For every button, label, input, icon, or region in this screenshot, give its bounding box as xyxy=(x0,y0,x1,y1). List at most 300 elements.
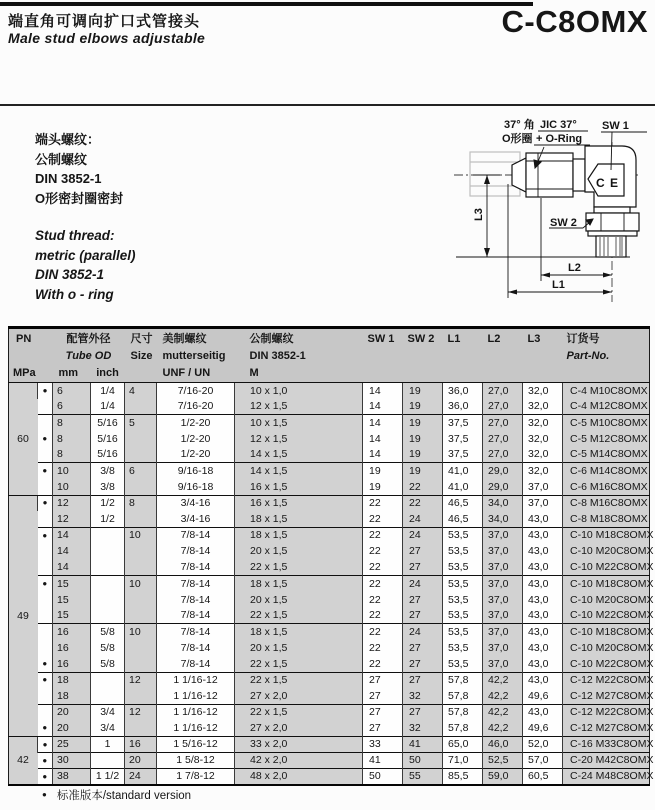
cell-l3: 37,0 xyxy=(523,479,563,495)
cell-std xyxy=(38,560,53,576)
cell-m: 20 x 1,5 xyxy=(235,592,363,608)
cell-unf: 7/16-20 xyxy=(157,399,235,415)
cell-m: 27 x 2,0 xyxy=(235,720,363,736)
cell-sw1: 22 xyxy=(363,511,403,527)
cell-part: C-10 M20C8OMX xyxy=(563,640,650,656)
table-row xyxy=(9,463,650,479)
cell-m: 14 x 1,5 xyxy=(235,463,363,479)
cell-std xyxy=(38,479,53,495)
table-row xyxy=(9,704,650,720)
cell-mm: 25 xyxy=(53,737,91,753)
spec-line: O形密封圈密封 xyxy=(35,190,124,206)
cell-size: 10 xyxy=(125,576,157,592)
header-sw2: SW 2 xyxy=(403,328,443,383)
cell-l2: 29,0 xyxy=(483,479,523,495)
cell-mm: 14 xyxy=(53,560,91,576)
cell-part: C-8 M16C8OMX xyxy=(563,495,650,511)
cell-l1: 41,0 xyxy=(443,479,483,495)
cell-l2: 42,2 xyxy=(483,672,523,688)
cell-l1: 57,8 xyxy=(443,672,483,688)
cell-std: ● xyxy=(38,383,53,399)
bullet-icon: ● xyxy=(42,790,47,799)
cell-m: 16 x 1,5 xyxy=(235,479,363,495)
spec-block-zh xyxy=(35,130,123,208)
cell-l1: 36,0 xyxy=(443,399,483,415)
cell-sw1: 27 xyxy=(363,720,403,736)
cell-l1: 53,5 xyxy=(443,608,483,624)
cell-m: 12 x 1,5 xyxy=(235,431,363,447)
cell-inch: 1/4 xyxy=(91,383,125,399)
cell-l3: 43,0 xyxy=(523,704,563,720)
cell-sw2: 41 xyxy=(403,737,443,753)
cell-unf: 1/2-20 xyxy=(157,415,235,431)
table-row xyxy=(9,399,650,415)
cell-sw1: 22 xyxy=(363,560,403,576)
cell-l3: 43,0 xyxy=(523,560,563,576)
cell-unf: 7/8-14 xyxy=(157,560,235,576)
cell-sw1: 22 xyxy=(363,608,403,624)
cell-l2: 37,0 xyxy=(483,656,523,672)
spec-line: DIN 3852-1 xyxy=(35,267,105,282)
cell-sw2: 50 xyxy=(403,753,443,769)
cell-inch: 1 1/2 xyxy=(91,769,125,785)
cell-mm: 16 xyxy=(53,624,91,640)
header-pn: PN MPa xyxy=(9,328,53,383)
fitting-diagram xyxy=(440,108,652,313)
cell-sw1: 19 xyxy=(363,479,403,495)
cell-part: C-10 M22C8OMX xyxy=(563,608,650,624)
table-row xyxy=(9,592,650,608)
cell-m: 27 x 2,0 xyxy=(235,688,363,704)
page-title-zh: 端直角可调向扩口式管接头 xyxy=(8,13,201,30)
stud-thread xyxy=(596,236,626,257)
cell-l3: 60,5 xyxy=(523,769,563,785)
cell-mm: 6 xyxy=(53,399,91,415)
cell-l3: 43,0 xyxy=(523,543,563,559)
cell-std: ● xyxy=(38,753,53,769)
cell-part: C-6 M14C8OMX xyxy=(563,463,650,479)
oring-label-zh: O形圈 xyxy=(502,133,533,145)
cell-inch: 5/8 xyxy=(91,656,125,672)
cell-std xyxy=(38,592,53,608)
header-part-no: 订货号 Part-No. xyxy=(563,328,650,383)
cell-inch: 5/16 xyxy=(91,447,125,463)
cell-m: 18 x 1,5 xyxy=(235,576,363,592)
flare-nut xyxy=(526,153,573,197)
table-row xyxy=(9,608,650,624)
cell-unf: 1 1/16-12 xyxy=(157,688,235,704)
cell-sw1: 27 xyxy=(363,704,403,720)
cell-unf: 1 1/16-12 xyxy=(157,720,235,736)
cell-sw1: 22 xyxy=(363,495,403,511)
cell-size: 12 xyxy=(125,672,157,688)
cell-unf: 1/2-20 xyxy=(157,431,235,447)
cell-l3: 32,0 xyxy=(523,431,563,447)
cell-inch xyxy=(91,527,125,543)
cell-sw2: 19 xyxy=(403,431,443,447)
table-row xyxy=(9,495,650,511)
cell-mm: 18 xyxy=(53,688,91,704)
cell-l3: 32,0 xyxy=(523,415,563,431)
cell-l3: 52,0 xyxy=(523,737,563,753)
cell-size: 4 xyxy=(125,383,157,399)
cell-part: C-12 M27C8OMX xyxy=(563,688,650,704)
cell-m: 22 x 1,5 xyxy=(235,608,363,624)
cell-inch: 3/4 xyxy=(91,704,125,720)
cell-l2: 37,0 xyxy=(483,624,523,640)
cell-l3: 57,0 xyxy=(523,753,563,769)
cell-part: C-5 M14C8OMX xyxy=(563,447,650,463)
cell-std: ● xyxy=(38,720,53,736)
cell-sw1: 27 xyxy=(363,672,403,688)
table-row xyxy=(9,624,650,640)
cell-unf: 1 1/16-12 xyxy=(157,704,235,720)
cell-l2: 37,0 xyxy=(483,576,523,592)
cell-mm: 15 xyxy=(53,608,91,624)
table-row xyxy=(9,383,650,399)
table-row xyxy=(9,769,650,785)
cell-sw2: 24 xyxy=(403,576,443,592)
flare-nose xyxy=(512,158,526,192)
cell-std: ● xyxy=(38,495,53,511)
cell-l2: 37,0 xyxy=(483,527,523,543)
cell-l2: 37,0 xyxy=(483,640,523,656)
cell-std: ● xyxy=(38,672,53,688)
cell-size: 6 xyxy=(125,463,157,479)
cell-std: ● xyxy=(38,527,53,543)
cell-mm: 16 xyxy=(53,656,91,672)
cell-l1: 53,5 xyxy=(443,543,483,559)
table-row xyxy=(9,431,650,447)
table-row xyxy=(9,479,650,495)
cell-sw2: 27 xyxy=(403,656,443,672)
cell-sw2: 27 xyxy=(403,672,443,688)
cell-size xyxy=(125,640,157,656)
header-inch: inch xyxy=(96,367,119,379)
cell-unf: 7/8-14 xyxy=(157,543,235,559)
table-row xyxy=(9,560,650,576)
cell-unf: 1 5/16-12 xyxy=(157,737,235,753)
stud-neck xyxy=(594,207,630,213)
cell-sw1: 33 xyxy=(363,737,403,753)
cell-unf: 3/4-16 xyxy=(157,495,235,511)
cell-sw1: 22 xyxy=(363,592,403,608)
cell-unf: 1/2-20 xyxy=(157,447,235,463)
body-cylinder xyxy=(573,159,585,191)
cell-inch: 3/4 xyxy=(91,720,125,736)
cell-sw2: 55 xyxy=(403,769,443,785)
cell-m: 48 x 2,0 xyxy=(235,769,363,785)
cell-unf: 9/16-18 xyxy=(157,479,235,495)
cell-sw2: 27 xyxy=(403,592,443,608)
cell-sw1: 14 xyxy=(363,447,403,463)
cell-mm: 12 xyxy=(53,495,91,511)
cell-inch: 1 xyxy=(91,737,125,753)
cell-mm: 20 xyxy=(53,704,91,720)
cell-sw1: 22 xyxy=(363,543,403,559)
cell-size xyxy=(125,720,157,736)
cell-l1: 53,5 xyxy=(443,656,483,672)
cell-part: C-12 M22C8OMX xyxy=(563,672,650,688)
washer xyxy=(588,231,637,236)
cell-unf: 1 5/8-12 xyxy=(157,753,235,769)
dim-l3-label: L3 xyxy=(473,208,485,221)
cell-unf: 7/8-14 xyxy=(157,592,235,608)
cell-mm: 8 xyxy=(53,431,91,447)
cell-l1: 85,5 xyxy=(443,769,483,785)
cell-sw2: 24 xyxy=(403,624,443,640)
cell-std xyxy=(38,704,53,720)
cell-part: C-10 M18C8OMX xyxy=(563,576,650,592)
cell-inch xyxy=(91,672,125,688)
cell-l3: 32,0 xyxy=(523,399,563,415)
cell-sw1: 27 xyxy=(363,688,403,704)
cell-sw2: 32 xyxy=(403,720,443,736)
spec-line: Stud thread: xyxy=(35,228,115,243)
cell-l2: 27,0 xyxy=(483,415,523,431)
cell-l3: 43,0 xyxy=(523,592,563,608)
cell-m: 18 x 1,5 xyxy=(235,527,363,543)
cell-inch: 1/4 xyxy=(91,399,125,415)
cell-sw2: 22 xyxy=(403,479,443,495)
spec-line: 公制螺纹 xyxy=(35,151,88,167)
cell-m: 22 x 1,5 xyxy=(235,560,363,576)
cell-inch xyxy=(91,576,125,592)
sw1-label: SW 1 xyxy=(602,120,629,132)
header-mm: mm xyxy=(58,367,79,379)
cell-unf: 7/8-14 xyxy=(157,576,235,592)
cell-unf: 7/8-14 xyxy=(157,608,235,624)
header-size: 尺寸 Size xyxy=(125,328,157,383)
cell-unf: 3/4-16 xyxy=(157,511,235,527)
cell-std xyxy=(38,640,53,656)
cell-part: C-16 M33C8OMX xyxy=(563,737,650,753)
cell-size: 8 xyxy=(125,495,157,511)
cell-m: 20 x 1,5 xyxy=(235,640,363,656)
cell-mm: 14 xyxy=(53,543,91,559)
cell-std xyxy=(38,608,53,624)
cell-std: ● xyxy=(38,463,53,479)
cell-part: C-6 M16C8OMX xyxy=(563,479,650,495)
locknut-sw2 xyxy=(586,213,639,231)
cell-l1: 37,5 xyxy=(443,431,483,447)
cell-sw1: 22 xyxy=(363,527,403,543)
table-row xyxy=(9,447,650,463)
sw2-label: SW 2 xyxy=(550,217,577,229)
cell-part: C-5 M12C8OMX xyxy=(563,431,650,447)
cell-inch: 5/16 xyxy=(91,415,125,431)
cell-sw1: 41 xyxy=(363,753,403,769)
model-code: C-C8OMX xyxy=(501,4,648,39)
cell-m: 10 x 1,5 xyxy=(235,415,363,431)
cell-mm: 20 xyxy=(53,720,91,736)
cell-mm: 38 xyxy=(53,769,91,785)
cell-sw2: 24 xyxy=(403,527,443,543)
cell-part: C-20 M42C8OMX xyxy=(563,753,650,769)
cell-size: 10 xyxy=(125,527,157,543)
cell-inch xyxy=(91,753,125,769)
cell-l1: 36,0 xyxy=(443,383,483,399)
cell-inch xyxy=(91,543,125,559)
cell-size xyxy=(125,656,157,672)
cell-l3: 43,0 xyxy=(523,656,563,672)
cell-sw2: 27 xyxy=(403,704,443,720)
cell-l3: 43,0 xyxy=(523,511,563,527)
cell-sw2: 27 xyxy=(403,640,443,656)
cell-l1: 65,0 xyxy=(443,737,483,753)
cell-l3: 49,6 xyxy=(523,720,563,736)
cell-part: C-10 M20C8OMX xyxy=(563,592,650,608)
cell-mm: 10 xyxy=(53,463,91,479)
cell-size: 12 xyxy=(125,704,157,720)
cell-std: ● xyxy=(38,769,53,785)
cell-std xyxy=(38,447,53,463)
cell-part: C-5 M10C8OMX xyxy=(563,415,650,431)
cell-part: C-12 M27C8OMX xyxy=(563,720,650,736)
cell-sw2: 22 xyxy=(403,495,443,511)
cell-m: 22 x 1,5 xyxy=(235,672,363,688)
cell-size xyxy=(125,688,157,704)
cell-l2: 42,2 xyxy=(483,704,523,720)
cell-l2: 27,0 xyxy=(483,383,523,399)
cell-inch: 3/8 xyxy=(91,479,125,495)
cell-l3: 32,0 xyxy=(523,447,563,463)
cell-inch: 3/8 xyxy=(91,463,125,479)
spec-line: 端头螺纹： xyxy=(35,132,101,147)
cell-l1: 53,5 xyxy=(443,640,483,656)
cell-std xyxy=(38,688,53,704)
cell-sw1: 22 xyxy=(363,656,403,672)
cell-size xyxy=(125,543,157,559)
cell-inch: 5/8 xyxy=(91,624,125,640)
table-row xyxy=(9,688,650,704)
cell-mm: 30 xyxy=(53,753,91,769)
cell-sw2: 32 xyxy=(403,688,443,704)
cell-std xyxy=(38,624,53,640)
standard-version-note xyxy=(42,787,191,803)
cell-l1: 57,8 xyxy=(443,704,483,720)
cell-inch xyxy=(91,688,125,704)
cell-sw2: 27 xyxy=(403,560,443,576)
cell-sw2: 24 xyxy=(403,511,443,527)
cell-sw2: 19 xyxy=(403,383,443,399)
cell-pn: 42 xyxy=(9,737,38,785)
cell-l3: 43,0 xyxy=(523,576,563,592)
cell-std: ● xyxy=(38,431,53,447)
cell-size xyxy=(125,608,157,624)
cell-m: 10 x 1,0 xyxy=(235,383,363,399)
cell-l3: 49,6 xyxy=(523,688,563,704)
cell-std xyxy=(38,415,53,431)
table-row xyxy=(9,511,650,527)
cell-inch: 1/2 xyxy=(91,511,125,527)
ce-mark-e: E xyxy=(610,176,619,190)
cell-inch: 5/16 xyxy=(91,431,125,447)
cell-std: ● xyxy=(38,737,53,753)
table-row xyxy=(9,753,650,769)
cell-size xyxy=(125,431,157,447)
cell-l1: 57,8 xyxy=(443,688,483,704)
cell-l2: 52,5 xyxy=(483,753,523,769)
header-tube-od: 配管外径 Tube OD mm inch xyxy=(53,328,125,383)
cell-unf: 1 1/16-12 xyxy=(157,672,235,688)
cell-size: 20 xyxy=(125,753,157,769)
table-body xyxy=(9,383,654,785)
cell-l2: 27,0 xyxy=(483,447,523,463)
top-rule xyxy=(0,2,533,6)
cell-part: C-24 M48C8OMX xyxy=(563,769,650,785)
cell-l3: 32,0 xyxy=(523,383,563,399)
cell-l1: 53,5 xyxy=(443,576,483,592)
cell-sw1: 22 xyxy=(363,640,403,656)
cell-m: 22 x 1,5 xyxy=(235,656,363,672)
table-row xyxy=(9,640,650,656)
cell-part: C-4 M12C8OMX xyxy=(563,399,650,415)
cell-l1: 37,5 xyxy=(443,447,483,463)
cell-std: ● xyxy=(38,656,53,672)
cell-size xyxy=(125,447,157,463)
spec-block-en xyxy=(35,226,136,304)
cell-sw1: 50 xyxy=(363,769,403,785)
cell-l2: 37,0 xyxy=(483,543,523,559)
cell-mm: 18 xyxy=(53,672,91,688)
cell-unf: 7/8-14 xyxy=(157,640,235,656)
cell-part: C-4 M10C8OMX xyxy=(563,383,650,399)
cell-l3: 43,0 xyxy=(523,672,563,688)
cell-mm: 8 xyxy=(53,415,91,431)
cell-mm: 6 xyxy=(53,383,91,399)
cell-unf: 7/16-20 xyxy=(157,383,235,399)
cell-part: C-10 M22C8OMX xyxy=(563,560,650,576)
cell-l2: 59,0 xyxy=(483,769,523,785)
cell-sw1: 22 xyxy=(363,624,403,640)
cell-l2: 27,0 xyxy=(483,431,523,447)
cell-size: 16 xyxy=(125,737,157,753)
cell-l2: 46,0 xyxy=(483,737,523,753)
cell-l2: 34,0 xyxy=(483,495,523,511)
cell-unf: 1 7/8-12 xyxy=(157,769,235,785)
cell-l2: 34,0 xyxy=(483,511,523,527)
cell-part: C-10 M18C8OMX xyxy=(563,624,650,640)
cell-inch: 5/8 xyxy=(91,640,125,656)
cell-l3: 43,0 xyxy=(523,624,563,640)
cell-l1: 53,5 xyxy=(443,592,483,608)
cell-sw2: 19 xyxy=(403,463,443,479)
cell-inch xyxy=(91,560,125,576)
spec-line: With o - ring xyxy=(35,286,114,302)
cell-l1: 71,0 xyxy=(443,753,483,769)
cell-size: 10 xyxy=(125,624,157,640)
table-row xyxy=(9,720,650,736)
cell-sw2: 19 xyxy=(403,415,443,431)
cell-l3: 43,0 xyxy=(523,527,563,543)
cell-m: 18 x 1,5 xyxy=(235,624,363,640)
cell-size: 24 xyxy=(125,769,157,785)
angle-label-en: JIC 37° xyxy=(540,119,577,131)
header-l2: L2 xyxy=(483,328,523,383)
cell-l2: 37,0 xyxy=(483,608,523,624)
header-sw1: SW 1 xyxy=(363,328,403,383)
cell-l1: 41,0 xyxy=(443,463,483,479)
cell-m: 42 x 2,0 xyxy=(235,753,363,769)
cell-inch xyxy=(91,608,125,624)
cell-l2: 37,0 xyxy=(483,560,523,576)
cell-m: 16 x 1,5 xyxy=(235,495,363,511)
cell-unf: 7/8-14 xyxy=(157,527,235,543)
angle-label-zh: 37° 角 xyxy=(504,119,535,131)
table-row xyxy=(9,656,650,672)
spec-line: DIN 3852-1 xyxy=(35,171,102,186)
